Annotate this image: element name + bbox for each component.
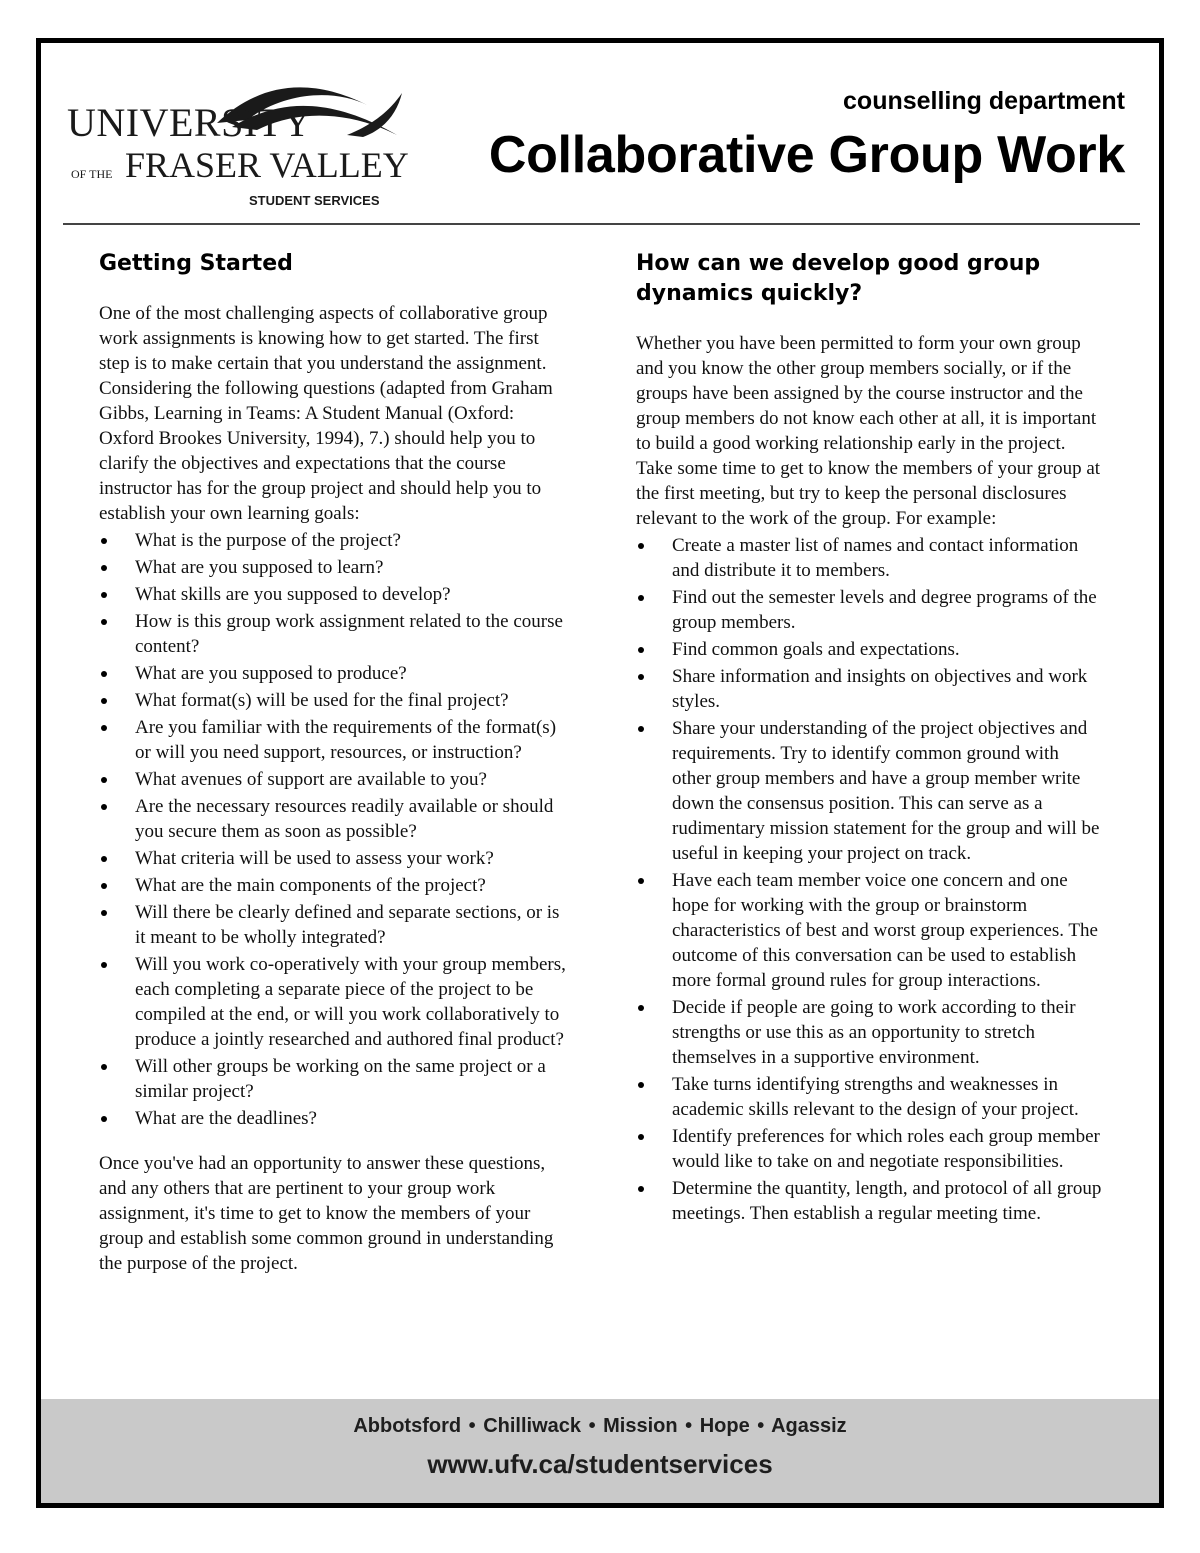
list-item: Find out the semester levels and degree programs of the group members. [636, 585, 1102, 635]
logo-student-services-text: STUDENT SERVICES [249, 193, 380, 208]
header-divider [63, 223, 1140, 225]
list-item: What are you supposed to learn? [99, 555, 569, 580]
footer-bar [41, 1399, 1159, 1503]
left-column [99, 249, 569, 1276]
list-item: Are the necessary resources readily available or should you secure them as soon as possible? [99, 794, 569, 844]
left-intro-paragraph: One of the most challenging aspects of collaborative group work assignments is knowing how to get started. The first step is to make certain that you understand the assignment. Considering the following questions (adapted from Graham Gibbs, Learning in Teams: A Student Manual (Oxford: Oxford Brookes University, 1994), 7.) should help you to clarify the objectives and expectations that the course instructor has for the group project and should help you to establish your own learning goals: [99, 303, 553, 524]
right-tips-list [636, 533, 1102, 1226]
list-item: Will you work co-operatively with your group members, each completing a separate piece of the project to be compiled at the end, or will you work collaboratively to produce a jointly researched and authored final product? [99, 952, 569, 1052]
list-item: What are the main components of the project? [99, 873, 569, 898]
page-frame [36, 38, 1164, 1508]
logo-fraser-valley-text: FRASER VALLEY [125, 145, 409, 185]
list-item: Take turns identifying strengths and weaknesses in academic skills relevant to the design of your project. [636, 1072, 1102, 1122]
list-item: Have each team member voice one concern and one hope for working with the group or brainstorm characteristics of best and worst group experiences. The outcome of this conversation can be used to establish more formal ground rules for group interactions. [636, 868, 1102, 993]
list-item: Will there be clearly defined and separate sections, or is it meant to be wholly integrated? [99, 900, 569, 950]
list-item: What format(s) will be used for the final project? [99, 688, 569, 713]
right-intro-paragraph: Whether you have been permitted to form your own group and you know the other group members socially, or if the groups have been assigned by the course instructor and the group members do not know each other at all, it is important to build a good working relationship early in the project. Take some time to get to know the members of your group at the first meeting, but try to keep the personal disclosures relevant to the work of the group. For example: [636, 333, 1101, 529]
list-item: What avenues of support are available to you? [99, 767, 569, 792]
list-item: Find common goals and expectations. [636, 637, 1102, 662]
logo-university-text: UNIVERSITY [67, 100, 312, 145]
list-item: What are the deadlines? [99, 1106, 569, 1131]
list-item: What skills are you supposed to develop? [99, 582, 569, 607]
left-outro-paragraph: Once you've had an opportunity to answer these questions, and any others that are pertinent to your group work assignment, it's time to get to know the members of your group and establish some common ground in understanding the purpose of the project. [99, 1153, 554, 1274]
footer-website-link[interactable]: www.ufv.ca/studentservices [427, 1449, 773, 1479]
list-item: What is the purpose of the project? [99, 528, 569, 553]
list-item: How is this group work assignment related to the course content? [99, 609, 569, 659]
left-question-list [99, 528, 569, 1131]
right-column [636, 249, 1102, 1226]
list-item: Share your understanding of the project objectives and requirements. Try to identify common ground with other group members and have a group member write down the consensus position. This can serve as a rudimentary mission statement for the group and will be useful in keeping your project on track. [636, 716, 1102, 866]
list-item: Create a master list of names and contact information and distribute it to members. [636, 533, 1102, 583]
list-item: Decide if people are going to work according to their strengths or use this as an opportunity to stretch themselves in a supportive environment. [636, 995, 1102, 1070]
list-item: What criteria will be used to assess your work? [99, 846, 569, 871]
list-item: What are you supposed to produce? [99, 661, 569, 686]
list-item: Are you familiar with the requirements of the format(s) or will you need support, resources, or instruction? [99, 715, 569, 765]
list-item: Will other groups be working on the same project or a similar project? [99, 1054, 569, 1104]
list-item: Identify preferences for which roles each group member would like to take on and negotiate responsibilities. [636, 1124, 1102, 1174]
section-heading-getting-started: Getting Started [99, 251, 293, 276]
list-item: Share information and insights on objectives and work styles. [636, 664, 1102, 714]
list-item: Determine the quantity, length, and protocol of all group meetings. Then establish a regular meeting time. [636, 1176, 1102, 1226]
logo-of-the-text: OF THE [71, 167, 113, 181]
department-label: counselling department [843, 87, 1125, 115]
footer-campus-locations: Abbotsford • Chilliwack • Mission • Hope • Agassiz [353, 1415, 847, 1437]
page-title: Collaborative Group Work [488, 126, 1125, 184]
section-heading-group-dynamics: How can we develop good group dynamics quickly? [636, 251, 1041, 306]
ufv-logo [67, 65, 407, 215]
